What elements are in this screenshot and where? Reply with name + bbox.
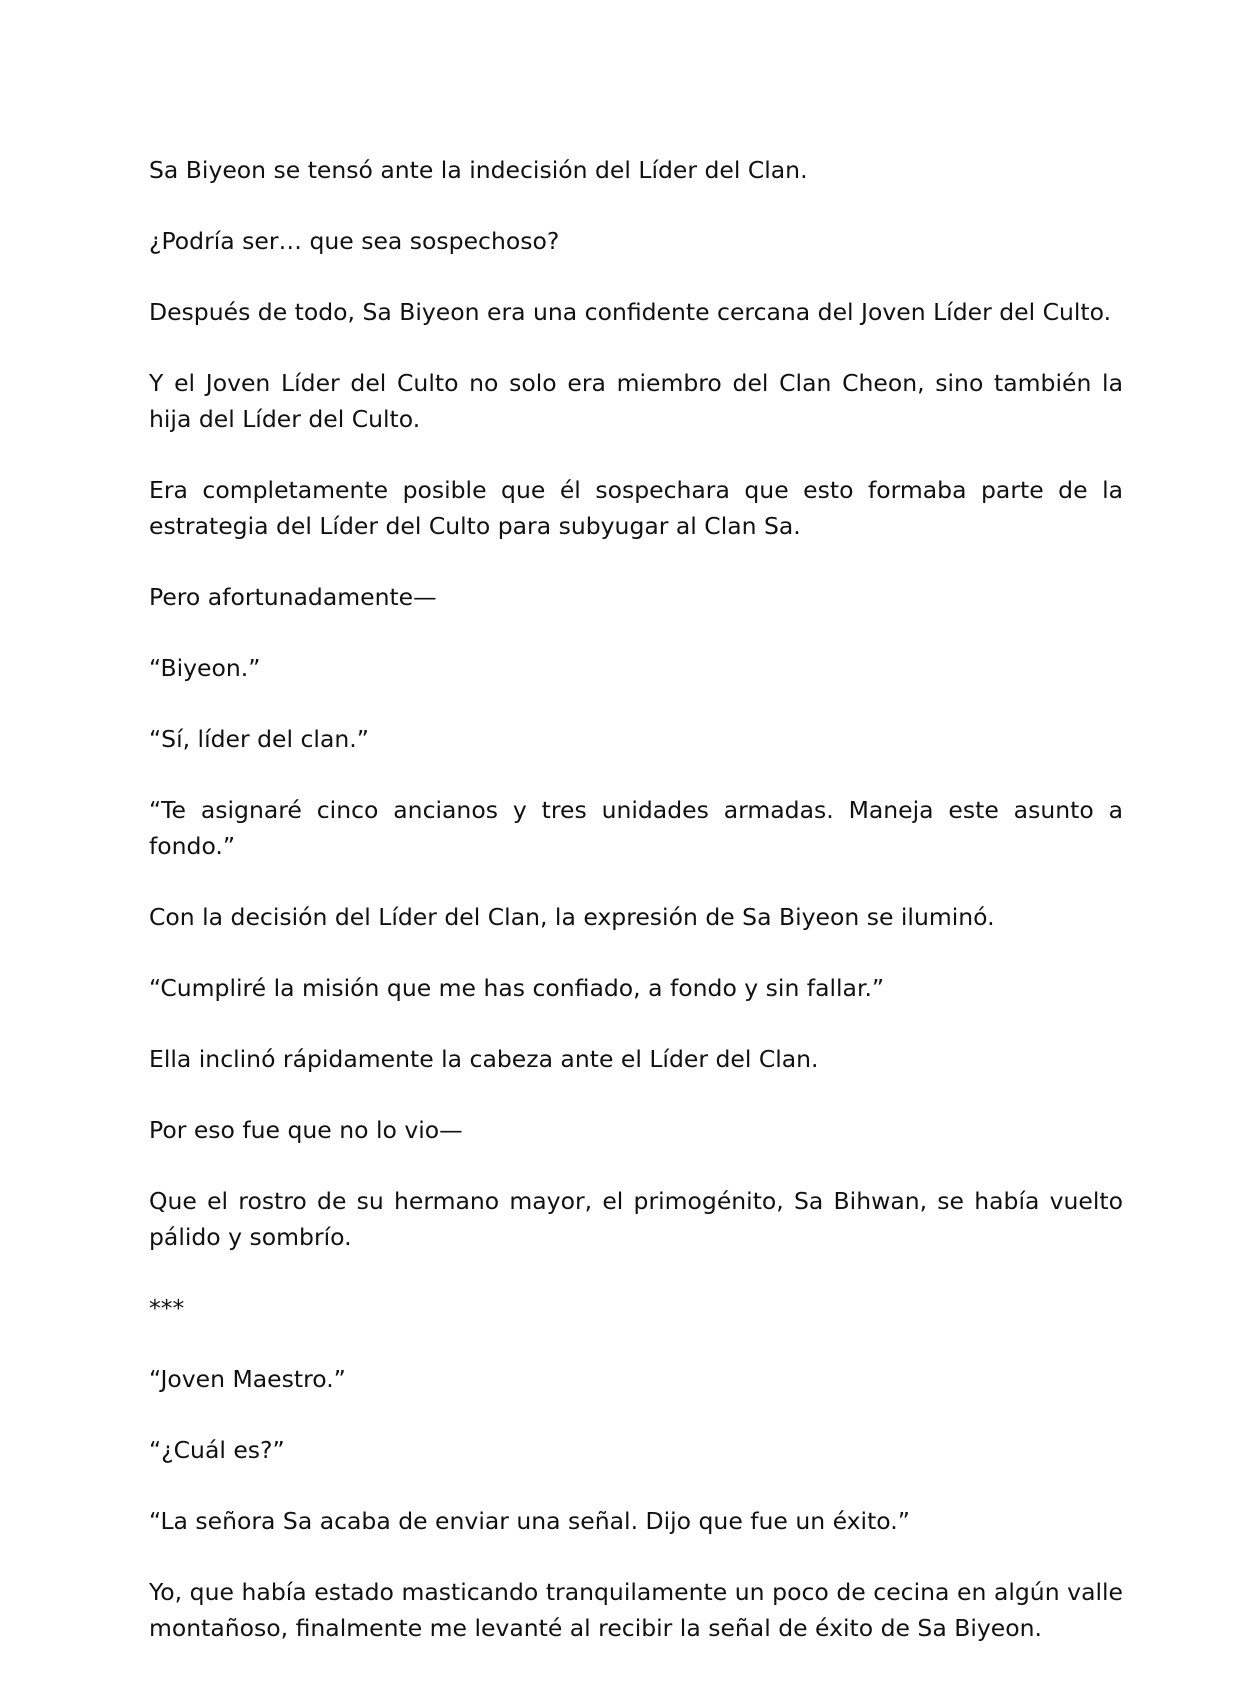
paragraph: Después de todo, Sa Biyeon era una confidente cercana del Joven Líder del Culto. xyxy=(149,298,1112,326)
dialogue-line: “Te asignaré cinco ancianos y tres unidades armadas. Maneja este asunto a fondo.” xyxy=(149,796,1123,860)
dialogue-line: “Cumpliré la misión que me has confiado, a fondo y sin fallar.” xyxy=(149,974,885,1002)
paragraph: Que el rostro de su hermano mayor, el primogénito, Sa Bihwan, se había vuelto pálido y sombrío. xyxy=(149,1187,1123,1251)
paragraph: Ella inclinó rápidamente la cabeza ante el Líder del Clan. xyxy=(149,1045,819,1073)
dialogue-line: “La señora Sa acaba de enviar una señal. Dijo que fue un éxito.” xyxy=(149,1507,910,1535)
paragraph: Y el Joven Líder del Culto no solo era miembro del Clan Cheon, sino también la hija del Líder del Culto. xyxy=(149,369,1123,433)
paragraph: ¿Podría ser… que sea sospechoso? xyxy=(149,227,560,255)
paragraph: Con la decisión del Líder del Clan, la expresión de Sa Biyeon se iluminó. xyxy=(149,903,995,931)
paragraph: Era completamente posible que él sospechara que esto formaba parte de la estrategia del Líder del Culto para subyugar al Clan Sa. xyxy=(149,476,1123,540)
document-body xyxy=(149,152,1123,1681)
dialogue-line: “Biyeon.” xyxy=(149,654,261,682)
dialogue-line: “Sí, líder del clan.” xyxy=(149,725,369,753)
dialogue-line: “Joven Maestro.” xyxy=(149,1365,346,1393)
paragraph: Pero afortunadamente— xyxy=(149,583,437,611)
scene-break: *** xyxy=(149,1294,185,1322)
paragraph: Sa Biyeon se tensó ante la indecisión del Líder del Clan. xyxy=(149,156,808,184)
paragraph: Por eso fue que no lo vio— xyxy=(149,1116,463,1144)
paragraph: Yo, que había estado masticando tranquilamente un poco de cecina en algún valle montañoso, finalmente me levanté al recibir la señal de éxito de Sa Biyeon. xyxy=(149,1578,1123,1642)
dialogue-line: “¿Cuál es?” xyxy=(149,1436,285,1464)
